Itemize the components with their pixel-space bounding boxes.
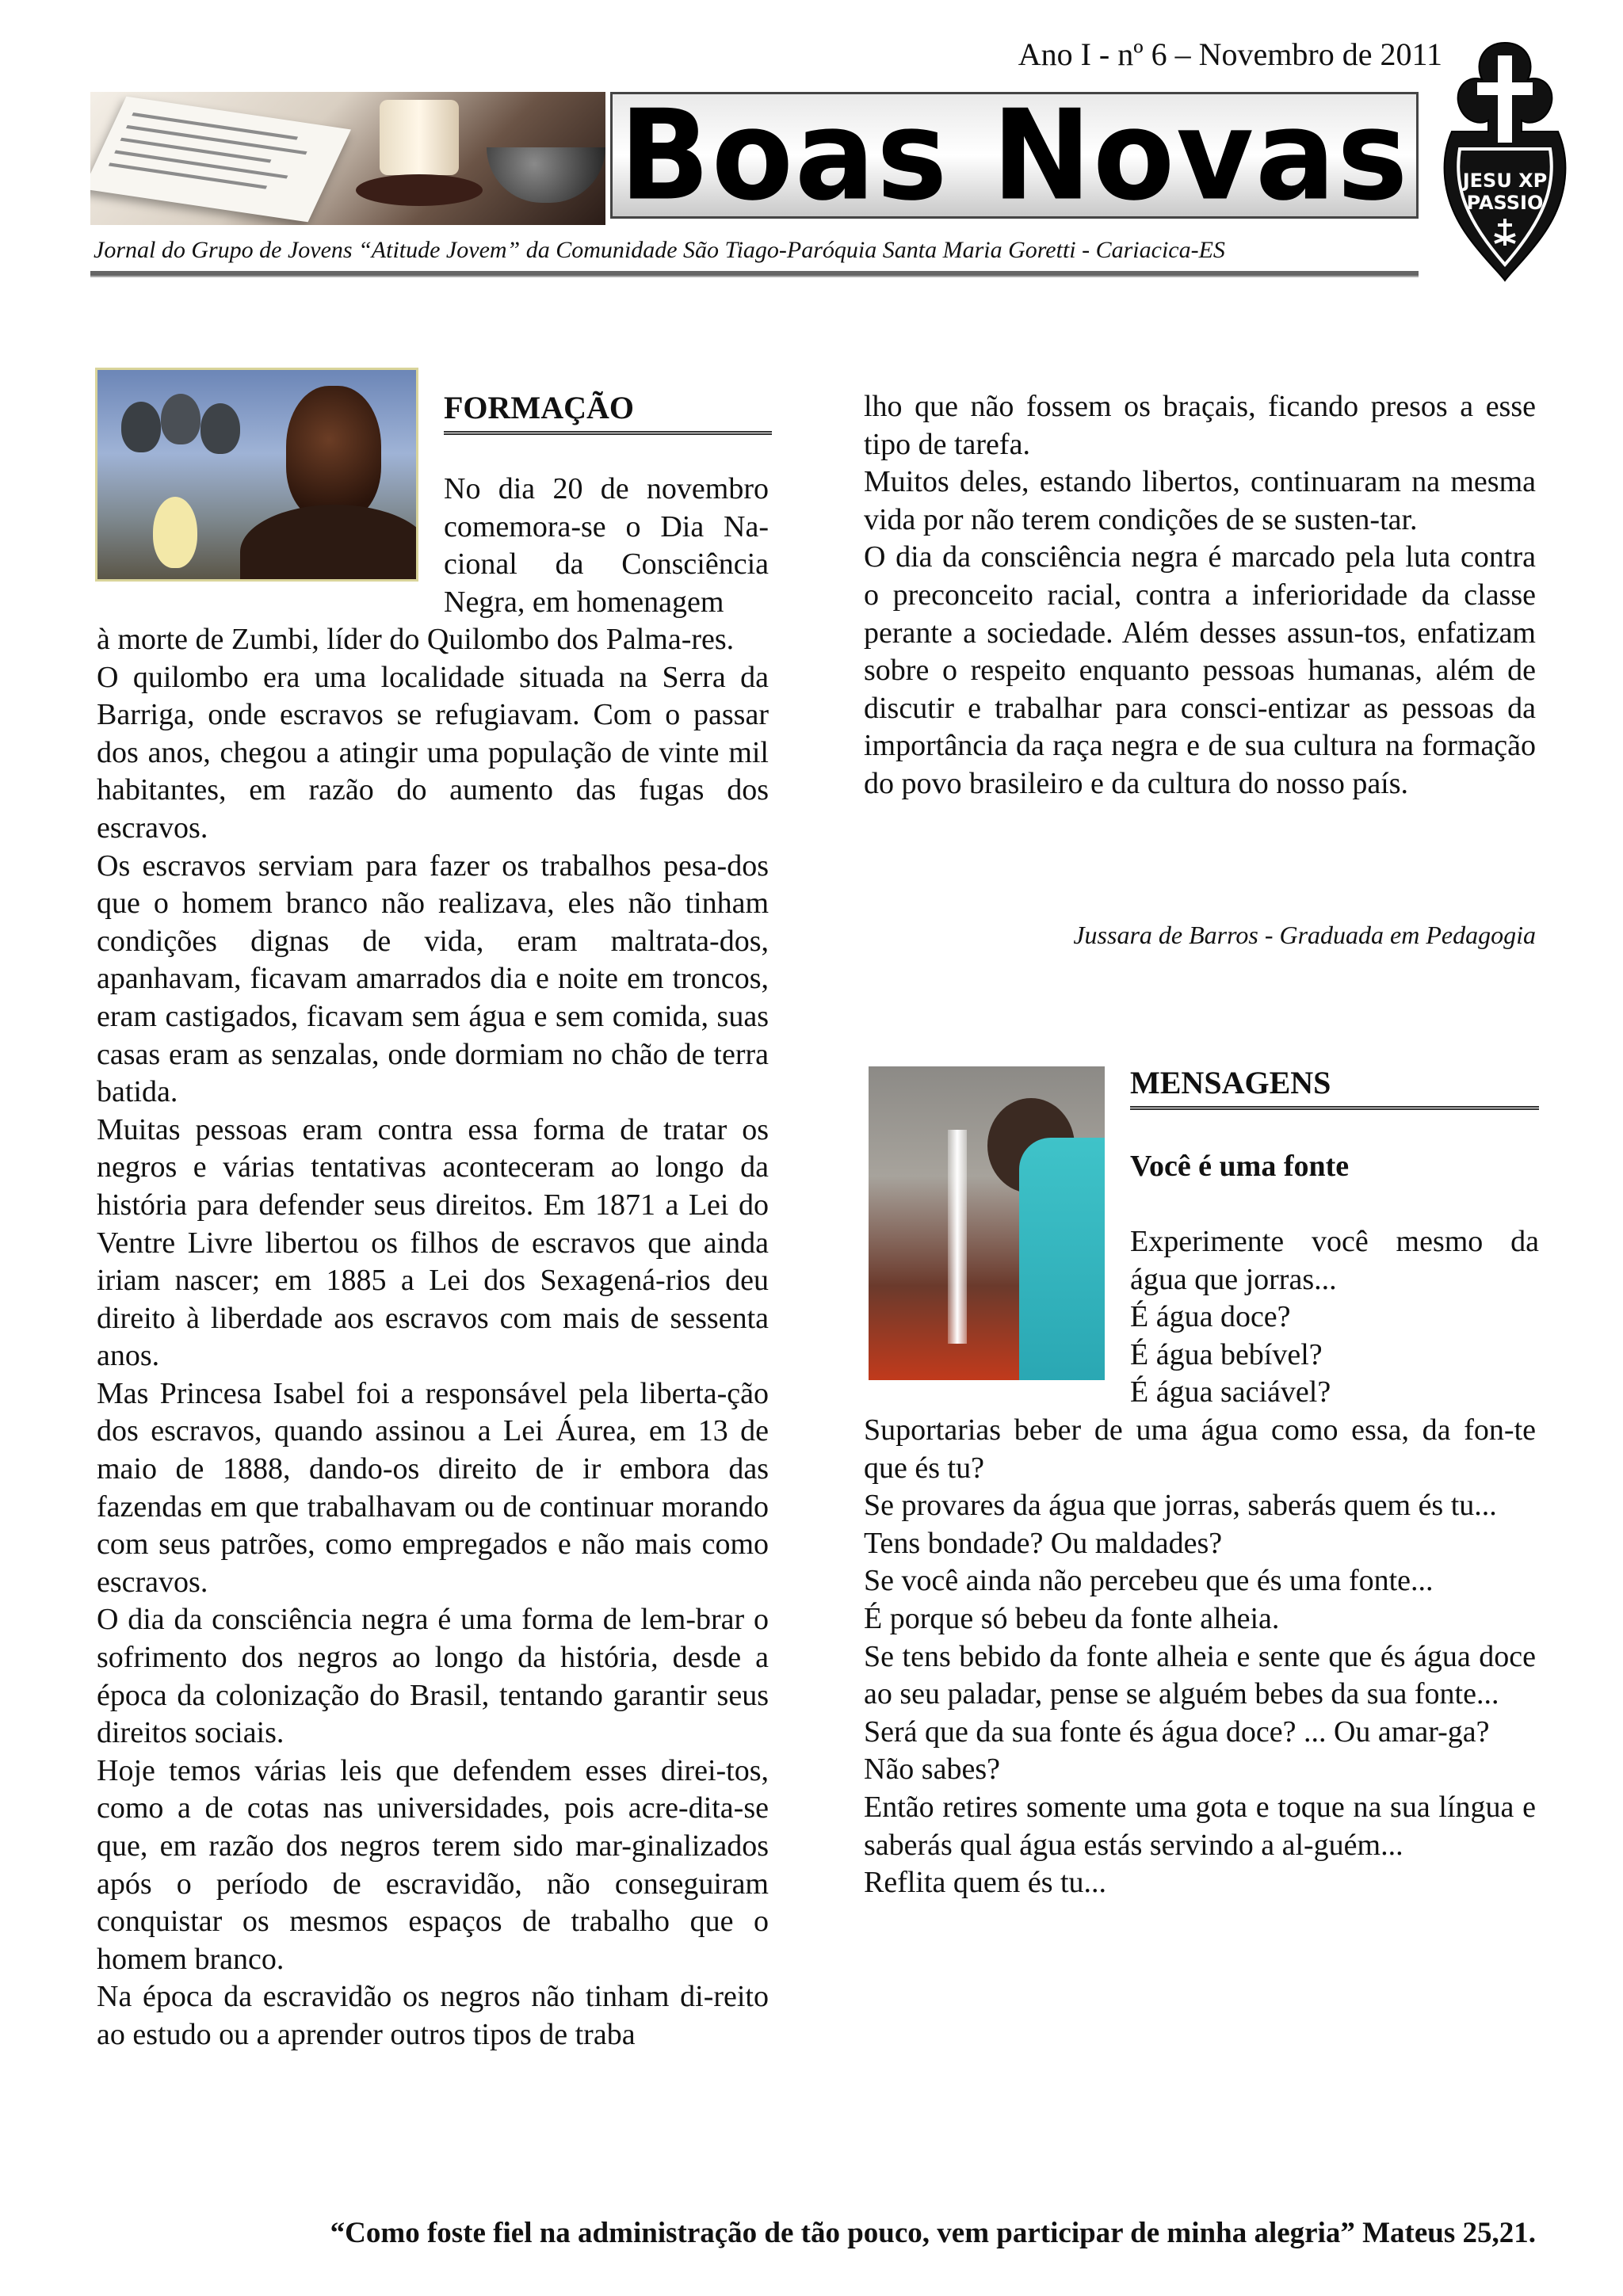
header-rule xyxy=(90,271,1419,277)
message-line: Se tens bebido da fonte alheia e sente que és água doce ao seu paladar, pense se alguém bebes da sua fonte... xyxy=(864,1639,1536,1711)
message-line: Se provares da água que jorras, saberás quem és tu... xyxy=(864,1489,1497,1523)
footer-bible-quote: “Como foste fiel na administração de tão pouco, vem participar de minha alegria” Mateus 25,21. xyxy=(330,2217,1536,2249)
message-line: Não sabes? xyxy=(864,1753,1000,1787)
open-book-image xyxy=(90,97,351,223)
paragraph: Os escravos serviam para fazer os trabalhos pesa-dos que o homem branco não realizava, eles não tinham condições dignas de vida, eram maltrata-dos, apanhavam, ficavam amarrados dia e noite em troncos, eram castigados, ficavam sem água e sem comida, suas casas eram as senzalas, onde dormiam no chão de terra batida. xyxy=(97,849,769,1109)
zumbi-illustration xyxy=(95,368,418,582)
logo-text-bottom: PASSIO xyxy=(1466,192,1544,214)
message-body xyxy=(864,1412,1536,1902)
paragraph: Mas Princesa Isabel foi a responsável pela liberta-ção dos escravos, quando assinou a Lei Áurea, em 13 de maio de 1888, dando-os direito de ir embora das fazendas em que trabalhavam ou de continuar morando com seus patrões, como empregados e não mais como escravos. xyxy=(97,1376,769,1599)
message-line: É água bebível? xyxy=(1130,1337,1323,1371)
message-line: Então retires somente uma gota e toque na sua língua e saberás qual água estás servindo a al-guém... xyxy=(864,1790,1536,1862)
formacao-body xyxy=(97,621,769,2054)
message-line: Reflita quem és tu... xyxy=(864,1866,1107,1900)
passionist-emblem-logo xyxy=(1436,38,1574,284)
message-line: É água doce? xyxy=(1130,1300,1291,1334)
section-heading-mensagens: MENSAGENS xyxy=(1130,1063,1539,1110)
author-signature: Jussara de Barros - Graduada em Pedagogia xyxy=(1073,921,1536,949)
message-line: Será que da sua fonte és água doce? ... Ou amar-ga? xyxy=(864,1714,1490,1749)
formacao-intro-text: No dia 20 de novembro comemora-se o Dia Na-cional da Consciência Negra, em homenagem xyxy=(444,472,769,619)
paragraph: O dia da consciência negra é marcado pela luta contra o preconceito racial, contra a inferioridade da classe perante a sociedade. Além desses assun-tos, enfatizam sobre o respeito enquanto pessoas humanas, além de discutir e trabalhar para consci-entizar as pessoas da importância da raça negra e de sua cultura na formação do povo brasileiro e da cultura do nosso país. xyxy=(864,540,1536,800)
candle-image xyxy=(380,100,459,175)
fountain-photo xyxy=(869,1066,1105,1380)
paragraph: Na época da escravidão os negros não tinham di-reito ao estudo ou a aprender outros tipos de traba xyxy=(97,1980,769,2051)
water-stream xyxy=(948,1130,967,1344)
message-line: Se você ainda não percebeu que és uma fonte... xyxy=(864,1564,1434,1598)
newspaper-title: Boas Novas xyxy=(619,83,1410,229)
message-line: É água saciável? xyxy=(1130,1375,1331,1409)
section-heading-formacao: FORMAÇÃO xyxy=(444,388,772,435)
portrait-body xyxy=(240,505,418,582)
message-intro xyxy=(1130,1223,1539,1412)
paragraph: O quilombo era uma localidade situada na Serra da Barriga, onde escravos se refugiavam. Com o passar dos anos, chegou a atingir uma população de vinte mil habitantes, em razão do aumento das fugas dos escravos. xyxy=(97,660,769,845)
chalice-image xyxy=(487,147,605,203)
portrait-face xyxy=(286,386,381,521)
newspaper-subtitle: Jornal do Grupo de Jovens “Atitude Jovem” da Comunidade São Tiago-Paróquia Santa Maria Goretti - Cariacica-ES xyxy=(94,237,1225,263)
issue-info: Ano I - nº 6 – Novembro de 2011 xyxy=(1018,36,1442,72)
paragraph: Muitas pessoas eram contra essa forma de tratar os negros e várias tentativas aconteceram ao longo da história para defender seus direitos. Em 1871 a Lei do Ventre Livre libertou os filhos de escravos que ainda iriam nascer; em 1885 a Lei dos Sexagená-rios deu direito à liberdade aos escravos com mais de sessenta anos. xyxy=(97,1112,769,1373)
masthead-photo xyxy=(90,92,605,225)
candle-base-image xyxy=(356,174,483,206)
masthead-banner xyxy=(90,83,1419,229)
message-line: É porque só bebeu da fonte alheia. xyxy=(864,1601,1280,1635)
message-line: Experimente você mesmo da água que jorras... xyxy=(1130,1225,1539,1296)
masthead-title-box xyxy=(610,83,1419,229)
message-line: Tens bondade? Ou maldades? xyxy=(864,1526,1223,1560)
paragraph: à morte de Zumbi, líder do Quilombo dos Palma-res. xyxy=(97,623,735,656)
formacao-continued xyxy=(864,388,1536,803)
woman-body xyxy=(1019,1138,1105,1380)
message-line: Suportarias beber de uma água como essa, da fon-te que és tu? xyxy=(864,1413,1536,1485)
logo-text-top: JESU XP xyxy=(1462,170,1548,192)
formacao-intro xyxy=(444,471,769,621)
paragraph: Muitos deles, estando libertos, continuaram na mesma vida por não terem condições de se susten-tar. xyxy=(864,465,1536,536)
paragraph: O dia da consciência negra é uma forma de lem-brar o sofrimento dos negros ao longo da história, desde a época da colonização do Brasil, tentando garantir seus direitos sociais. xyxy=(97,1603,769,1750)
message-title: Você é uma fonte xyxy=(1130,1150,1350,1183)
paragraph: lho que não fossem os braçais, ficando presos a esse tipo de tarefa. xyxy=(864,390,1536,461)
paragraph: Hoje temos várias leis que defendem esses direi-tos, como a de cotas nas universidades, pois acre-dita-se que, em razão dos negros terem sido mar-ginalizados após o período de escravidão, não conseguiram conquistar os mesmos espaços de trabalho que o homem branco. xyxy=(97,1753,769,1976)
